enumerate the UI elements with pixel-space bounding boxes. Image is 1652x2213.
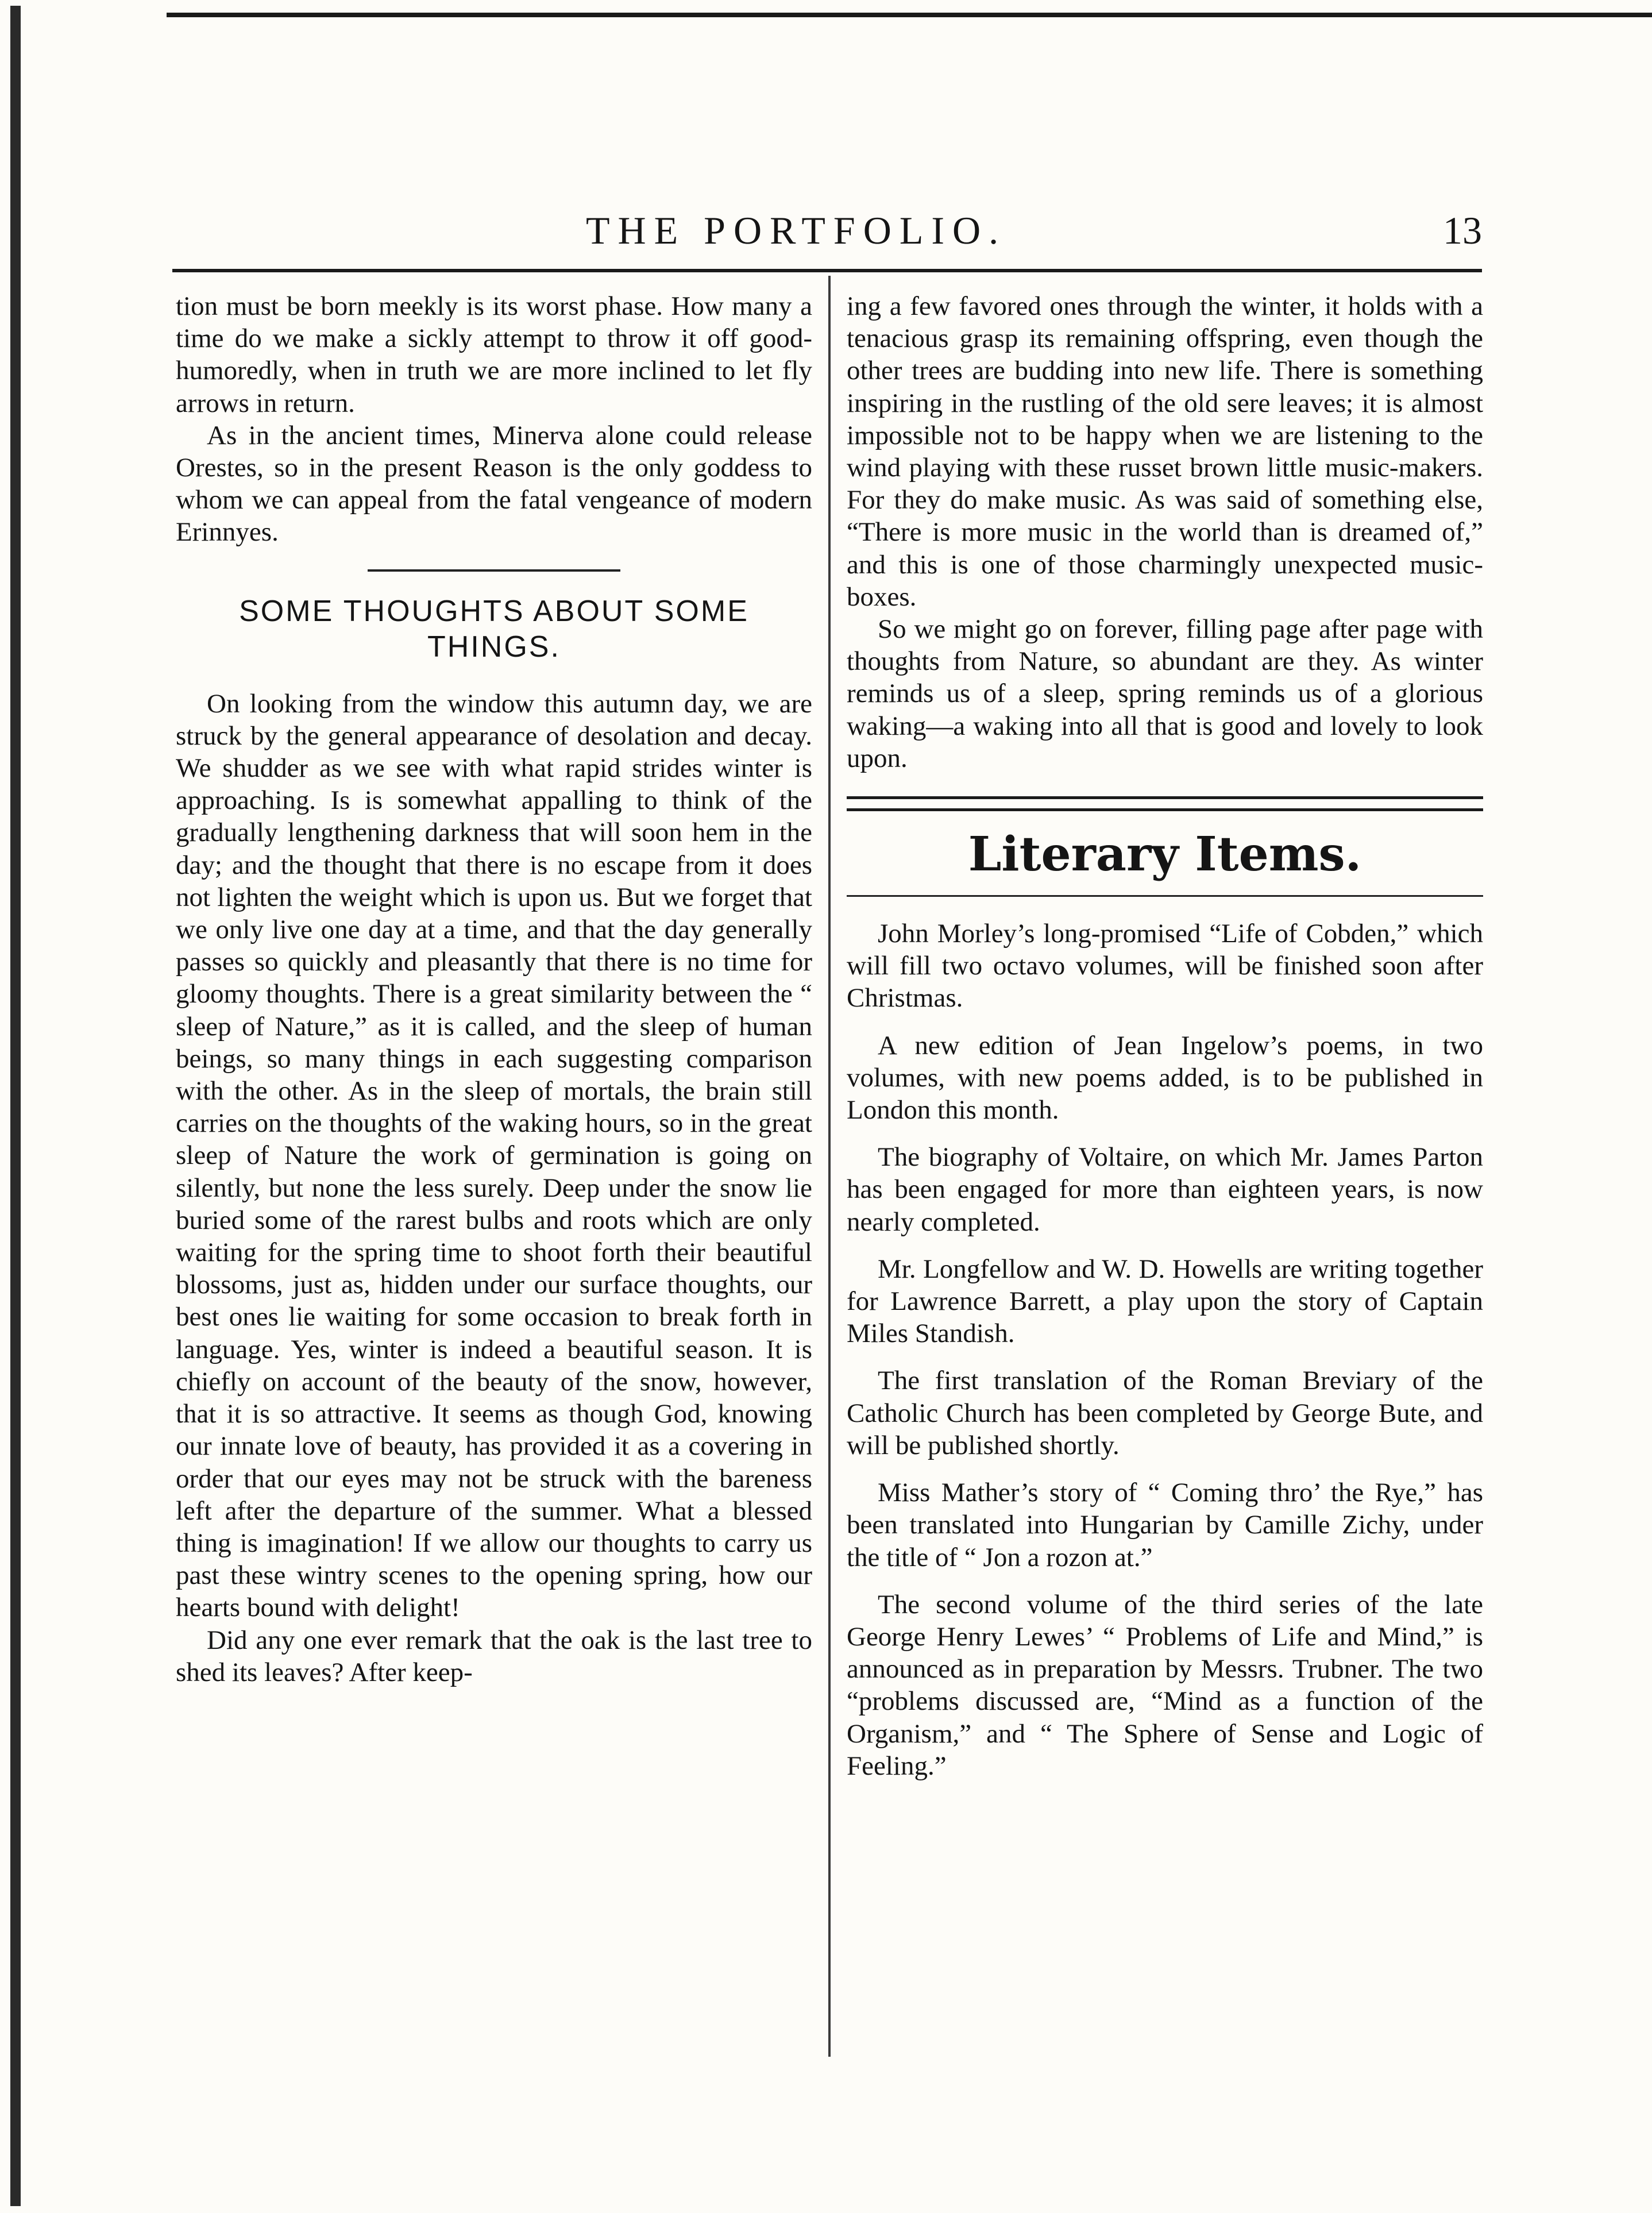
- literary-item: John Morley’s long-promised “Life of Cobden,” which will fill two octavo volumes, will be finished soon after Christmas.: [847, 919, 1483, 1013]
- top-border-rule: [167, 13, 1652, 17]
- page-header: [172, 208, 1482, 271]
- page-number: 13: [1443, 209, 1482, 252]
- literary-item: The second volume of the third series of the late George Henry Lewes’ “ Problems of Life and Mind,” is announced as in preparation by Messrs. Trubner. The two “problems discussed are, “Mind as a function of the Organism,” and “ The Sphere of Sense and Logic of Feeling.”: [847, 1589, 1483, 1781]
- left-column: [176, 290, 812, 1688]
- heading-rule: [847, 895, 1483, 897]
- paragraph: As in the ancient times, Minerva alone could release Orestes, so in the present Reason is the only goddess to whom we can appeal from the fatal vengeance of modern Erinnyes.: [176, 420, 812, 548]
- literary-item: A new edition of Jean Ingelow’s poems, in two volumes, with new poems added, is to be published in London this month.: [847, 1030, 1483, 1125]
- literary-item: Miss Mather’s story of “ Coming thro’ the Rye,” has been translated into Hungarian by Camille Zichy, under the title of “ Jon a rozon at.”: [847, 1478, 1483, 1572]
- paragraph: tion must be born meekly is its worst phase. How many a time do we make a sickly attempt to throw it off good-humoredly, when in truth we are more inclined to let fly arrows in return.: [176, 291, 812, 418]
- column-divider: [828, 276, 831, 2057]
- paragraph: On looking from the window this autumn day, we are struck by the general appearance of desolation and decay. We shudder as we see with what rapid strides winter is approaching. Is is somewhat appalling to think of the gradually lengthening darkness that will soon hem in the day; and the thought that there is no escape from it does not lighten the weight which is upon us. But we forget that we only live one day at a time, and that the day generally passes so quickly and pleasantly that there is no time for gloomy thoughts. There is a great similarity between the “ sleep of Nature,” as it is called, and the sleep of human beings, so many things in each suggesting comparison with the other. As in the sleep of mortals, the brain still carries on the thoughts of the waking hours, so in the great sleep of Nature the work of germination is going on silently, but none the less surely. Deep under the snow lie buried some of the rarest bulbs and roots which are only waiting for the spring time to shoot forth their beautiful blossoms, just as, hidden under our surface thoughts, our best ones lie waiting for some occasion to break forth in language. Yes, winter is indeed a beautiful season. It is chiefly on account of the beauty of the snow, however, that it is so attractive. It seems as though God, knowing our innate love of beauty, has provided it as a covering in order that our eyes may not be struck with the bareness left after the departure of the summer. What a blessed thing is imagination! If we allow our thoughts to carry us past these wintry scenes to the opening spring, how our hearts bound with delight!: [176, 688, 812, 1623]
- double-rule: [847, 796, 1483, 811]
- paragraph: ing a few favored ones through the winter, it holds with a tenacious grasp its remaining offspring, even though the other trees are budding into new life. There is something inspiring in the rustling of the old sere leaves; it is almost impossible not to be happy when we are listening to the wind playing with these russet brown little music-makers. For they do make music. As was said of something else, “There is more music in the world than is dreamed of,” and this is one of those charmingly unexpected music-boxes.: [847, 291, 1483, 612]
- running-title: THE PORTFOLIO.: [586, 209, 1007, 252]
- literary-item: Mr. Longfellow and W. D. Howells are writing together for Lawrence Barrett, a play upon the story of Captain Miles Standish.: [847, 1254, 1483, 1349]
- header-rule: [172, 269, 1482, 272]
- literary-item: The first translation of the Roman Breviary of the Catholic Church has been completed by George Bute, and will be published shortly.: [847, 1366, 1483, 1460]
- literary-item: The biography of Voltaire, on which Mr. James Parton has been engaged for more than eighteen years, is now nearly completed.: [847, 1142, 1483, 1237]
- section-divider: [368, 569, 620, 572]
- paragraph: So we might go on forever, filling page after page with thoughts from Nature, so abundant are they. As winter reminds us of a sleep, spring reminds us of a glorious waking—a waking into all that is good and lovely to look upon.: [847, 614, 1483, 773]
- literary-items-heading: Literary Items.: [968, 827, 1362, 882]
- page-edge-shadow: [10, 6, 21, 2206]
- section-heading: SOME THOUGHTS ABOUT SOME THINGS.: [239, 594, 749, 664]
- right-column: [847, 290, 1483, 1797]
- paragraph: Did any one ever remark that the oak is the last tree to shed its leaves? After keep-: [176, 1625, 812, 1687]
